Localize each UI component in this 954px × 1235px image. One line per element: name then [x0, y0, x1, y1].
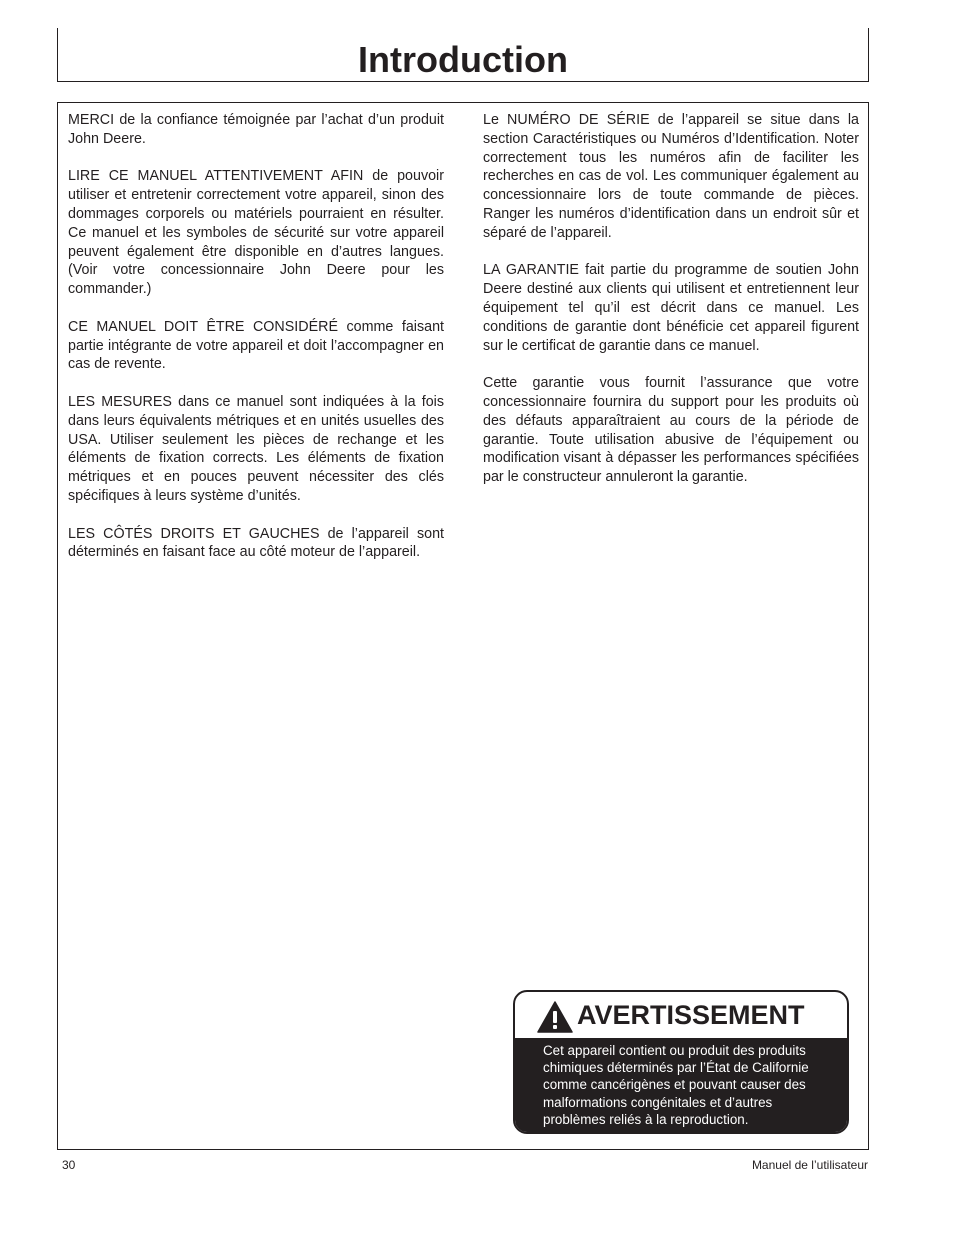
- manual-name: Manuel de l’utilisateur: [751, 1158, 868, 1172]
- warning-label: [513, 990, 849, 1134]
- warning-line: Cet appareil contient ou produit des produits: [543, 1043, 806, 1058]
- paragraph-mesures: LES MESURES dans ce manuel sont indiquées à la fois dans leurs équivalents métriques et en unités usuelles des USA. Utiliser seulement les pièces de rechange et les éléments de fixation corrects. Les éléments de fixation métriques et en pouces peuvent nécessiter des clés spécifiques à leurs système d’unités.: [68, 393, 444, 504]
- warning-line: comme cancérigènes et pouvant causer des: [543, 1077, 806, 1093]
- right-column: [483, 111, 859, 506]
- warning-text: [543, 1042, 839, 1128]
- paragraph-merci: MERCI de la confiance témoignée par l’achat d’un produit John Deere.: [68, 112, 444, 147]
- paragraph-manuel-considere: CE MANUEL DOIT ÊTRE CONSIDÉRÉ comme faisant partie intégrante de votre appareil et doit l’accompagner en cas de revente.: [68, 318, 444, 373]
- page-number: 30: [62, 1158, 76, 1172]
- warning-line: malformations congénitales et d’autres: [543, 1094, 773, 1110]
- paragraph-lire-manuel: LIRE CE MANUEL ATTENTIVEMENT AFIN de pouvoir utiliser et entretenir correctement votre appareil, sinon des dommages corporels ou matériels pourraient en résulter. Ce manuel et les symboles de sécurité sur votre appareil peuvent également être disponible en d’autres langues. (Voir votre concessionnaire John Deere pour les commander.): [68, 168, 444, 298]
- left-column: [68, 111, 444, 581]
- warning-title: AVERTISSEMENT: [577, 1000, 805, 1030]
- page-title-box: [57, 28, 869, 82]
- warning-header: [515, 992, 847, 1038]
- paragraph-numero-serie: Le NUMÉRO DE SÉRIE de l’appareil se situe dans la section Caractéristiques ou Numéros d’Identification. Noter correctement tous les numéros afin de faciliter les recherches en cas de vol. Les communiquer également au concessionnaire lors de toute commande de pièces. Ranger les numéros d’identification dans un endroit sûr et séparé de l’appareil.: [483, 112, 859, 241]
- warning-triangle-icon: [537, 1001, 573, 1033]
- warning-line: problèmes reliés à la reproduction.: [543, 1111, 749, 1127]
- paragraph-cotes: LES CÔTÉS DROITS ET GAUCHES de l’appareil sont déterminés en faisant face au côté moteur de l’appareil.: [68, 525, 444, 561]
- content-frame: [57, 102, 869, 1150]
- paragraph-garantie-assurance: Cette garantie vous fournit l’assurance que votre concessionnaire fournira du support pour les produits où des défauts apparaîtraient au cours de la période de garantie. Toute utilisation abusive de l’équipement ou modification visant à dépasser les performances spécifiées par le constructeur annuleront la garantie.: [483, 375, 859, 486]
- warning-line: chimiques déterminés par l’État de Californie: [543, 1060, 809, 1076]
- paragraph-garantie: LA GARANTIE fait partie du programme de soutien John Deere destiné aux clients qui utilisent et entretiennent leur équipement tel qu’il est décrit dans ce manuel. Les conditions de garantie dont bénéficie cet appareil figurent sur le certificat de garantie dans ce manuel.: [483, 262, 859, 354]
- page-title: Introduction: [358, 39, 568, 80]
- warning-body: [515, 1038, 847, 1132]
